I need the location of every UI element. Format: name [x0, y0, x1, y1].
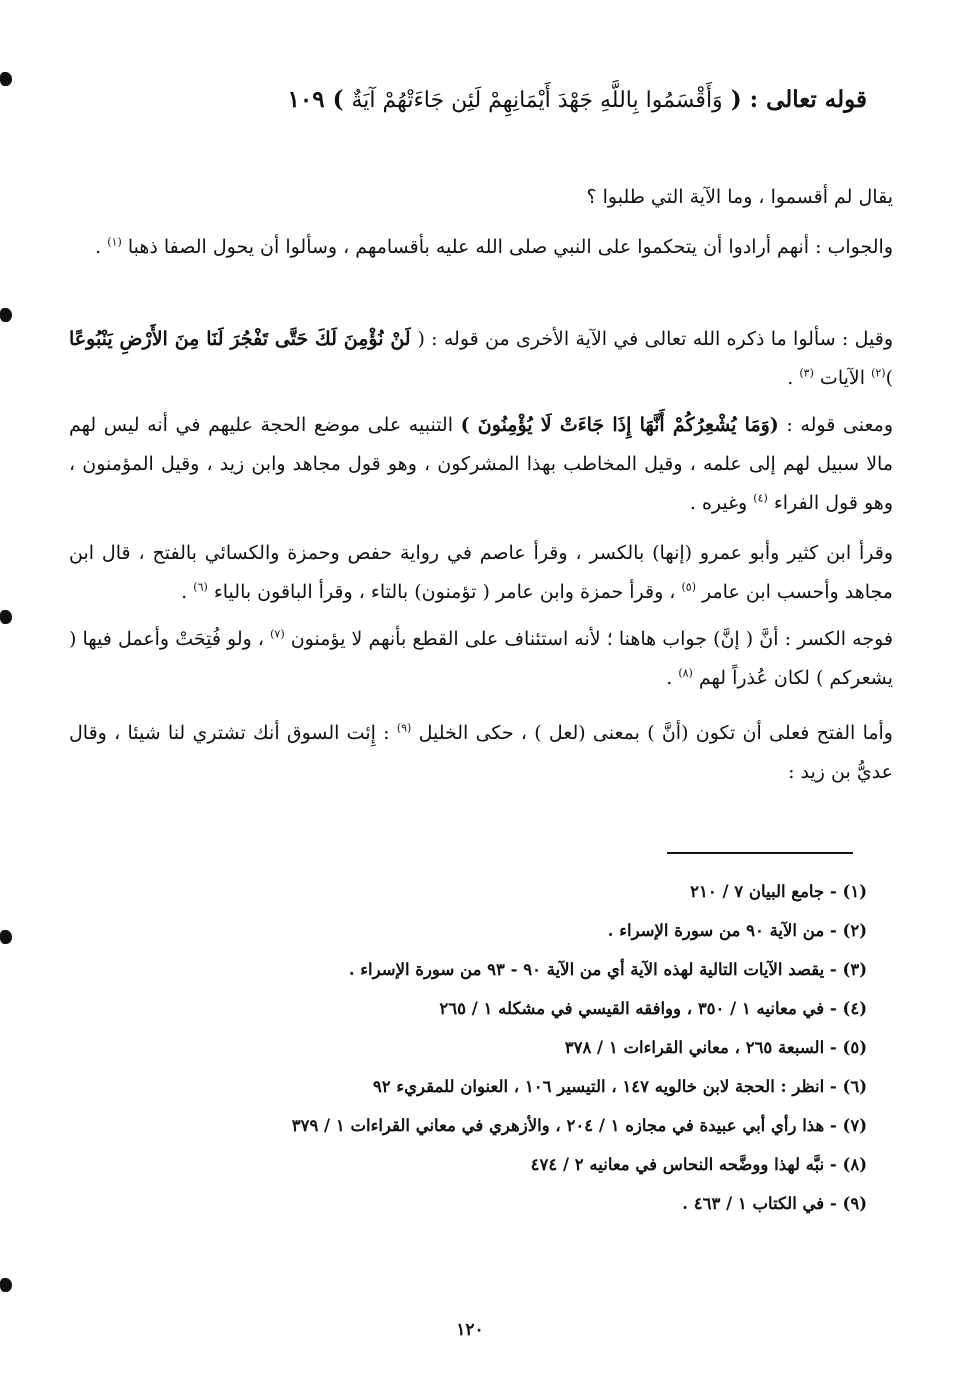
paragraph-answer [69, 228, 893, 267]
paragraph-text: وقرأ ابن كثير وأبو عمرو (إنها) بالكسر ، وقرأ عاصم في رواية حفص وحمزة والكسائي بالفتح ، قال ابن مجاهد وأحسب ابن عامر [69, 542, 893, 603]
quran-quote: (وَمَا يُشْعِرُكُمْ أَنَّهَا إِذَا جَاءَتْ لَا يُؤْمِنُونَ ) [460, 414, 779, 436]
page-number: ١٢٠ [456, 1320, 484, 1340]
scan-mark [0, 72, 12, 86]
footnote: (٢) - من الآية ٩٠ من سورة الإسراء . [607, 921, 867, 940]
footnote-ref: (٧) [270, 627, 285, 641]
footnote: (٥) - السبعة ٢٦٥ ، معاني القراءات ١ / ٣٧٨ [564, 1038, 867, 1057]
paragraph-other-view [69, 320, 893, 398]
footnote-ref: (٤) [753, 491, 768, 505]
paragraph-text: : إِئت السوق أنك تشتري لنا شيئا ، وقال عديُّ بن زيد : [69, 722, 893, 783]
heading-label: قوله تعالى : ( [730, 86, 867, 113]
footnote-ref: (٩) [396, 721, 412, 735]
footnote: (١) - جامع البيان ٧ / ٢١٠ [690, 882, 867, 901]
footnote-ref: (٢) [871, 366, 886, 380]
footnote: (٤) - في معانيه ١ / ٣٥٠ ، ووافقه القيسي في مشكله ١ / ٢٦٥ [439, 999, 867, 1018]
punctuation: . [95, 236, 108, 258]
punctuation: . [787, 367, 800, 389]
punctuation: ) [885, 367, 893, 389]
paragraph-text: والجواب : أنهم أرادوا أن يتحكموا على النبي صلى الله عليه بأقسامهم ، وسألوا أن يحول الصفا ذهبا [127, 236, 893, 258]
paragraph-text: ، ولو فُتِحَتْ وأعمل فيها ( يشعركم ) لكان عُذراً لهم [69, 628, 893, 689]
verse-heading [267, 86, 867, 113]
paragraph-text: ومعنى قوله : [778, 414, 894, 436]
paragraph-text: يقال لم أقسموا ، وما الآية التي طلبوا ؟ [586, 186, 893, 208]
footnote: (٧) - هذا رأي أبي عبيدة في مجازه ١ / ٢٠٤ ، والأزهري في معاني القراءات ١ / ٣٧٩ [291, 1116, 867, 1135]
paragraph-text: وغيره . [689, 492, 754, 514]
paragraph-text: التنبيه على موضع الحجة عليهم في أنه ليس لهم مالا سبيل لهم إلى علمه ، وقيل المخاطب بهذا المشركون ، وهو قول مجاهد وابن زيد ، وقيل المؤمنون ، وهو قول الفراء [69, 414, 893, 514]
scan-mark [0, 1278, 12, 1292]
punctuation: . [181, 581, 194, 603]
footnote-ref: (١) [107, 235, 122, 249]
paragraph-fath [69, 714, 893, 792]
scan-mark [0, 610, 12, 624]
paragraph-text: فوجه الكسر : أنَّ ( إنَّ) جواب هاهنا ؛ لأنه استئناف على القطع بأنهم لا يؤمنون [284, 628, 893, 650]
paragraph-text: وأما الفتح فعلى أن تكون (أنَّ ) بمعنى (لعل ) ، حكى الخليل [411, 722, 893, 744]
footnote-ref: (٦) [193, 580, 208, 594]
paragraph-readings [69, 534, 893, 612]
footnote: (٣) - يقصد الآيات التالية لهذه الآية أي من الآية ٩٠ - ٩٣ من سورة الإسراء . [348, 960, 867, 979]
scan-mark [0, 308, 12, 322]
footnote-ref: (٨) [678, 666, 693, 680]
paragraph-kasr [69, 620, 893, 698]
verse-number: ١٠٩ [287, 86, 325, 113]
punctuation: . [666, 667, 679, 689]
footnote: (٩) - في الكتاب ١ / ٤٦٣ . [682, 1194, 867, 1213]
heading-close: ) [332, 86, 344, 113]
scan-mark [0, 930, 12, 944]
quran-quote: لَنْ نُؤْمِنَ لَكَ حَتَّى تَفْجُرَ لَنَا مِنَ الأَرْضِ يَنْبُوعًا [69, 328, 418, 350]
paragraph-text: الآيات [813, 367, 872, 389]
footnotes [107, 872, 867, 1223]
paragraph-meaning [69, 406, 893, 523]
paragraph-question [69, 178, 893, 217]
paragraph-text: وقيل : سألوا ما ذكره الله تعالى في الآية الأخرى من قوله : ( [417, 328, 894, 350]
footnote-ref: (٣) [799, 366, 814, 380]
paragraph-text: ، وقرأ حمزة وابن عامر ( تؤمنون) بالتاء ، وقرأ الباقون بالياء [207, 581, 682, 603]
footnote: (٨) - نبَّه لهذا ووضَّحه النحاس في معانيه ٢ / ٤٧٤ [530, 1155, 867, 1174]
footnote: (٦) - انظر : الحجة لابن خالويه ١٤٧ ، التيسير ١٠٦ ، العنوان للمقريء ٩٢ [372, 1077, 867, 1096]
quranic-verse: وَأَقْسَمُوا بِاللَّهِ جَهْدَ أَيْمَانِهِمْ لَئِن جَاءَتْهُمْ آيَةٌ [351, 88, 723, 113]
footnote-ref: (٥) [681, 580, 696, 594]
footnote-separator [667, 852, 853, 854]
